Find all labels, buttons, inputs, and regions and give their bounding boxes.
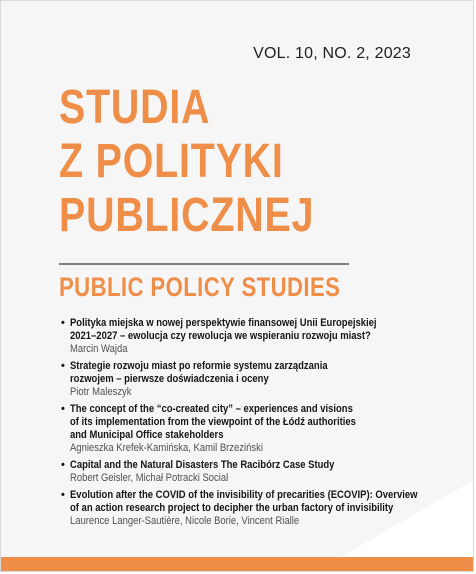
article-authors: Piotr Maleszyk [70, 386, 132, 398]
journal-title-line-1: STUDIA [59, 81, 211, 134]
bottom-accent-stripe [1, 557, 473, 571]
article-authors: Agnieszka Krefek-Kamińska, Kamil Brzeziński [70, 442, 263, 454]
article-title: • Evolution after the COVID of the invisibility of precarities (ECOVIP): Overview of an action research project to decipher the urban factory of invisibility [70, 489, 418, 514]
list-item [61, 459, 441, 485]
article-title: • Capital and the Natural Disasters The Racibórz Case Study [70, 459, 335, 471]
title-divider [59, 263, 349, 265]
journal-title-line-2: Z POLITYKI [59, 135, 284, 188]
list-item [61, 317, 441, 356]
list-item [61, 403, 441, 455]
journal-title-line-3: PUBLICZNEJ [59, 189, 315, 242]
journal-subtitle: PUBLIC POLICY STUDIES [59, 272, 341, 302]
article-authors: Marcin Wajda [70, 343, 128, 355]
list-item [61, 360, 441, 399]
article-title: • Strategie rozwoju miast po reformie systemu zarządzania rozwojem – pierwsze doświadczenia i oceny [70, 360, 328, 385]
volume-label: VOL. 10, NO. 2, 2023 [253, 45, 411, 62]
list-item [61, 489, 441, 528]
article-authors: Laurence Langer-Sautière, Nicole Borie, Vincent Rialle [70, 515, 300, 527]
article-title: • The concept of the “co-created city” – experiences and visions of its implementation from the viewpoint of the Łódź authorities and Municipal Office stakeholders [70, 403, 356, 441]
table-of-contents [61, 317, 441, 532]
article-authors: Robert Geisler, Michał Potracki Social [70, 472, 229, 484]
article-title: • Polityka miejska w nowej perspektywie finansowej Unii Europejskiej 2021–2027 – ewolucja czy rewolucja we wspieraniu rozwoju miast? [70, 317, 377, 342]
journal-title [59, 81, 387, 243]
